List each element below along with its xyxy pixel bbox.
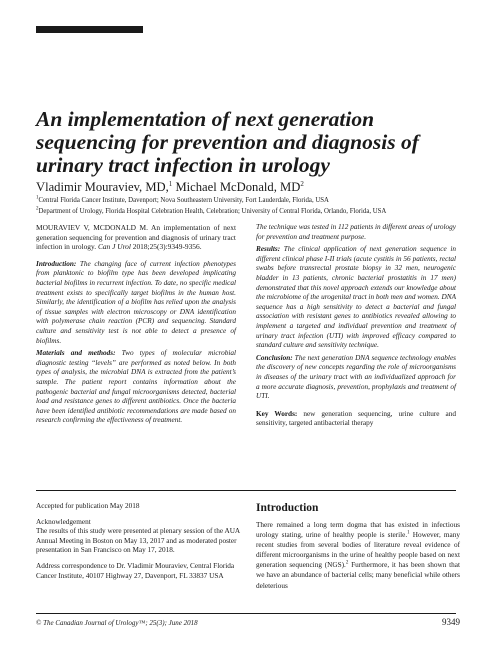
top-decorative-rule [36, 26, 143, 33]
citation-text: MOURAVIEV V, MCDONALD M. An implementation of next generation sequencing for prevention and diagnosis of urinary tract infection in urology. [36, 223, 236, 252]
author-2: Michael McDonald, MD [175, 180, 301, 194]
front-matter [36, 502, 241, 587]
abstract-bottom-rule [36, 490, 456, 491]
affiliation-2-marker: 2 [36, 206, 39, 212]
acknowledgement-heading: Acknowledgement [36, 517, 91, 526]
abstract-citation [36, 223, 236, 252]
author-line [36, 180, 466, 194]
results-text: The clinical application of next generation sequence in different clinical phase I-II trials (acute cystitis in 56 patients, rectal swabs before transrectal prostate biopsy in 32 men, neurogenic bladder in 13 patients, chronic bacterial prostatitis in 17 men) demonstrated that this novel approach extends our knowledge about the microbiome of the urogenital tract in both men and women. DNA sequence has a high sensitivity to detect a bacterial and fungal association with resistant genes to antibiotics revealed allowing to implement a targeted and individual prevention and treatment of urinary tract infection (UTI) with improved efficacy compared to standard culture and sensitivity technique. [256, 245, 456, 350]
introduction-text-2: However, many recent studies from several bodies of literature reveal evidence of different microorganisms in the urine of healthy people based on next generation sequencing (NGS). [256, 531, 460, 570]
affiliation-1 [36, 196, 476, 205]
introduction-text-1: There remained a long term dogma that has existed in infectious urology stating, urine of healthy people is sterile. [256, 521, 460, 540]
abstract-conclusion [256, 354, 456, 402]
keywords [256, 410, 456, 429]
reference-marker-1: 1 [407, 530, 410, 536]
abstract-introduction [36, 260, 236, 346]
author-1: Vladimir Mouraviev, MD, [36, 180, 169, 194]
abstract [36, 223, 456, 513]
author-2-affil-marker: 2 [300, 179, 304, 188]
introduction-text: The changing face of current infection phenotypes from planktonic to biofilm type has been developed implicating bacterial biofilms in recurrent infection. To date, no specific medical treatment exists to specifically target biofilms in the human host. Similarly, the identification of a biofilm has relied upon the analysis of tissue samples with electron microscopy or DNA identification with polymerase chain reaction (PCR) and sequencing. Standard culture and sensitivity test is not able to detect a presence of biofilms. [36, 259, 236, 345]
article-title: An implementation of next generation sequencing for prevention and diagnosis of urinary tract infection in urology [36, 107, 419, 177]
introduction-text-3: Furthermore, it has been shown that we have an abundance of bacterial cells; many beneficial while others deleterious [256, 561, 461, 590]
acknowledgement-text: The results of this study were presented at plenary session of the AUA Annual Meeting in Boston on May 13, 2017 and as moderated poster presentation in San Francisco on May 17, 2018. [36, 527, 240, 555]
keywords-label: Key Words: [256, 409, 298, 418]
author-1-affil-marker: 1 [168, 179, 173, 188]
keywords-text: new generation sequencing, urine culture and sensitivity, targeted antibacterial therapy [256, 409, 456, 428]
introduction-heading: Introduction [256, 502, 319, 514]
citation-journal: Can J Urol [97, 242, 131, 252]
introduction-label: Introduction: [36, 259, 77, 268]
conclusion-text: The next generation DNA sequence technology enables the discovery of new concepts regarding the role of microorganisms in diseases of the urinary tract with an individualized approach for a more accurate diagnosis, prevention, prophylaxis and treatment of UTI. [256, 353, 456, 401]
results-label: Results: [256, 245, 281, 254]
conclusion-label: Conclusion: [256, 353, 293, 362]
affiliation-1-marker: 1 [36, 195, 39, 201]
abstract-methods-continued: The technique was tested in 112 patients in different areas of urology for prevention and treatment purpose. [256, 223, 456, 241]
footer-journal: © The Canadian Journal of Urology™; 25(3); June 2018 [36, 619, 198, 627]
introduction-body [256, 520, 460, 591]
correspondence-address: Address correspondence to Dr. Vladimir Mouraviev, Central Florida Cancer Institute, 40107 Highway 27, Davenport, FL 33837 USA [36, 561, 235, 580]
methods-text: Two types of molecular microbial diagnostic testing “levels” are performed as noted below. In both types of analysis, the microbial DNA is extracted from the patient’s sample. The patient report contains information about the pathogenic bacterial and fungal microorganisms detected, bacterial load and resistance genes to different antibiotics. Once the bacteria have been identified antibiotic recommendations are made based on research confirming the effectiveness of treatment. [36, 349, 236, 425]
methods-label: Materials and methods: [36, 349, 116, 358]
reference-marker-2: 2 [345, 560, 349, 566]
page-number: 9349 [442, 617, 460, 627]
abstract-methods [36, 349, 236, 426]
affiliation-2 [36, 207, 476, 216]
abstract-column-right [256, 223, 456, 432]
abstract-column-left [36, 223, 236, 429]
affiliation-1-text: Central Florida Cancer Institute, Davenport; Nova Southeastern University, Fort Lauderdale, Florida, USA [38, 197, 329, 204]
abstract-results [256, 245, 456, 351]
citation-ref: 2018;25(3):9349-9356. [130, 242, 202, 252]
affiliation-2-text: Department of Urology, Florida Hospital Celebration Health, Celebration; University of Central Florida, Orlando, Florida, USA [38, 208, 387, 215]
acknowledgement [36, 518, 241, 556]
accepted-date: Accepted for publication May 2018 [36, 502, 140, 510]
footer-rule [36, 613, 456, 614]
